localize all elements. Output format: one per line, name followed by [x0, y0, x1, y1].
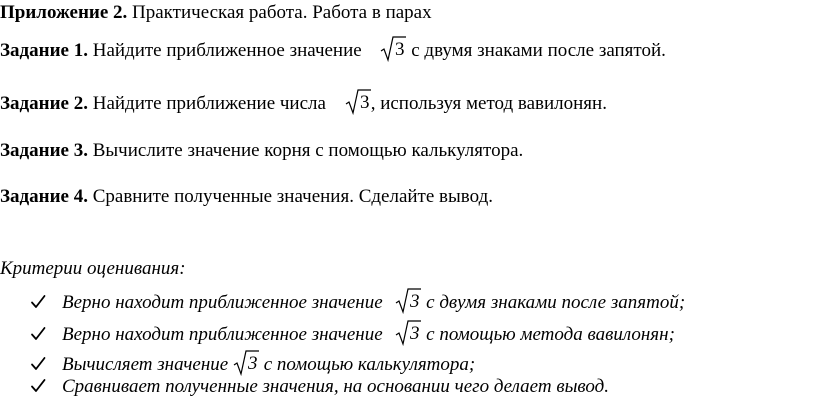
task-3 — [0, 140, 523, 162]
task-4-label: Задание 4. — [0, 186, 88, 207]
criteria-item-3-text: Вычисляет значение — [62, 354, 229, 375]
square-root-icon — [380, 35, 406, 63]
checkmark-icon — [30, 376, 48, 398]
criteria-item-1-radicand: 3 — [410, 291, 420, 312]
task-1-text: Найдите приближенное значение — [87, 40, 362, 61]
square-root-icon — [395, 287, 421, 315]
task-2-label: Задание 2. — [0, 93, 88, 114]
criteria-item — [30, 319, 675, 347]
task-1-radicand: 3 — [395, 39, 405, 60]
task-1-label: Задание 1. — [0, 40, 88, 61]
document-heading — [0, 2, 432, 24]
task-1-text-after: с двумя знаками после запятой. — [406, 40, 666, 61]
square-root-icon — [233, 349, 259, 377]
task-2 — [0, 88, 607, 116]
criteria-item-1-text-after: с двумя знаками после запятой; — [421, 292, 686, 313]
checkmark-icon — [30, 324, 48, 346]
task-1 — [0, 35, 666, 63]
criteria-title: Критерии оценивания: — [0, 258, 186, 279]
criteria-item-2-text-after: с помощью метода вавилонян; — [421, 324, 675, 345]
task-2-text-after: , используя метод вавилонян. — [370, 93, 607, 114]
square-root-icon — [395, 319, 421, 347]
criteria-item — [30, 287, 685, 315]
criteria-item-3-text-after: с помощью калькулятора; — [258, 354, 476, 375]
task-3-text: Вычислите значение корня с помощью калькулятора. — [87, 140, 524, 161]
criteria-item-1-text: Верно находит приближенное значение — [62, 292, 383, 313]
checkmark-icon — [30, 354, 48, 376]
criteria-item-3-radicand: 3 — [247, 353, 258, 374]
square-root-icon — [345, 88, 371, 116]
heading-text: Практическая работа. Работа в парах — [127, 2, 432, 23]
task-4-text: Сравните полученные значения. Сделайте вывод. — [87, 186, 493, 207]
task-3-label: Задание 3. — [0, 140, 88, 161]
criteria-item-2-radicand: 3 — [410, 323, 420, 344]
task-4 — [0, 186, 493, 208]
criteria-item-2-text: Верно находит приближенное значение — [62, 324, 383, 345]
criteria-item — [30, 349, 475, 377]
criteria-item — [30, 376, 609, 398]
checkmark-icon — [30, 292, 48, 314]
task-2-text: Найдите приближение числа — [87, 93, 326, 114]
criteria-item-4-text: Сравнивает полученные значения, на основании чего делает вывод. — [62, 376, 610, 397]
task-2-radicand: 3 — [359, 92, 370, 113]
heading-label: Приложение 2. — [0, 2, 128, 23]
